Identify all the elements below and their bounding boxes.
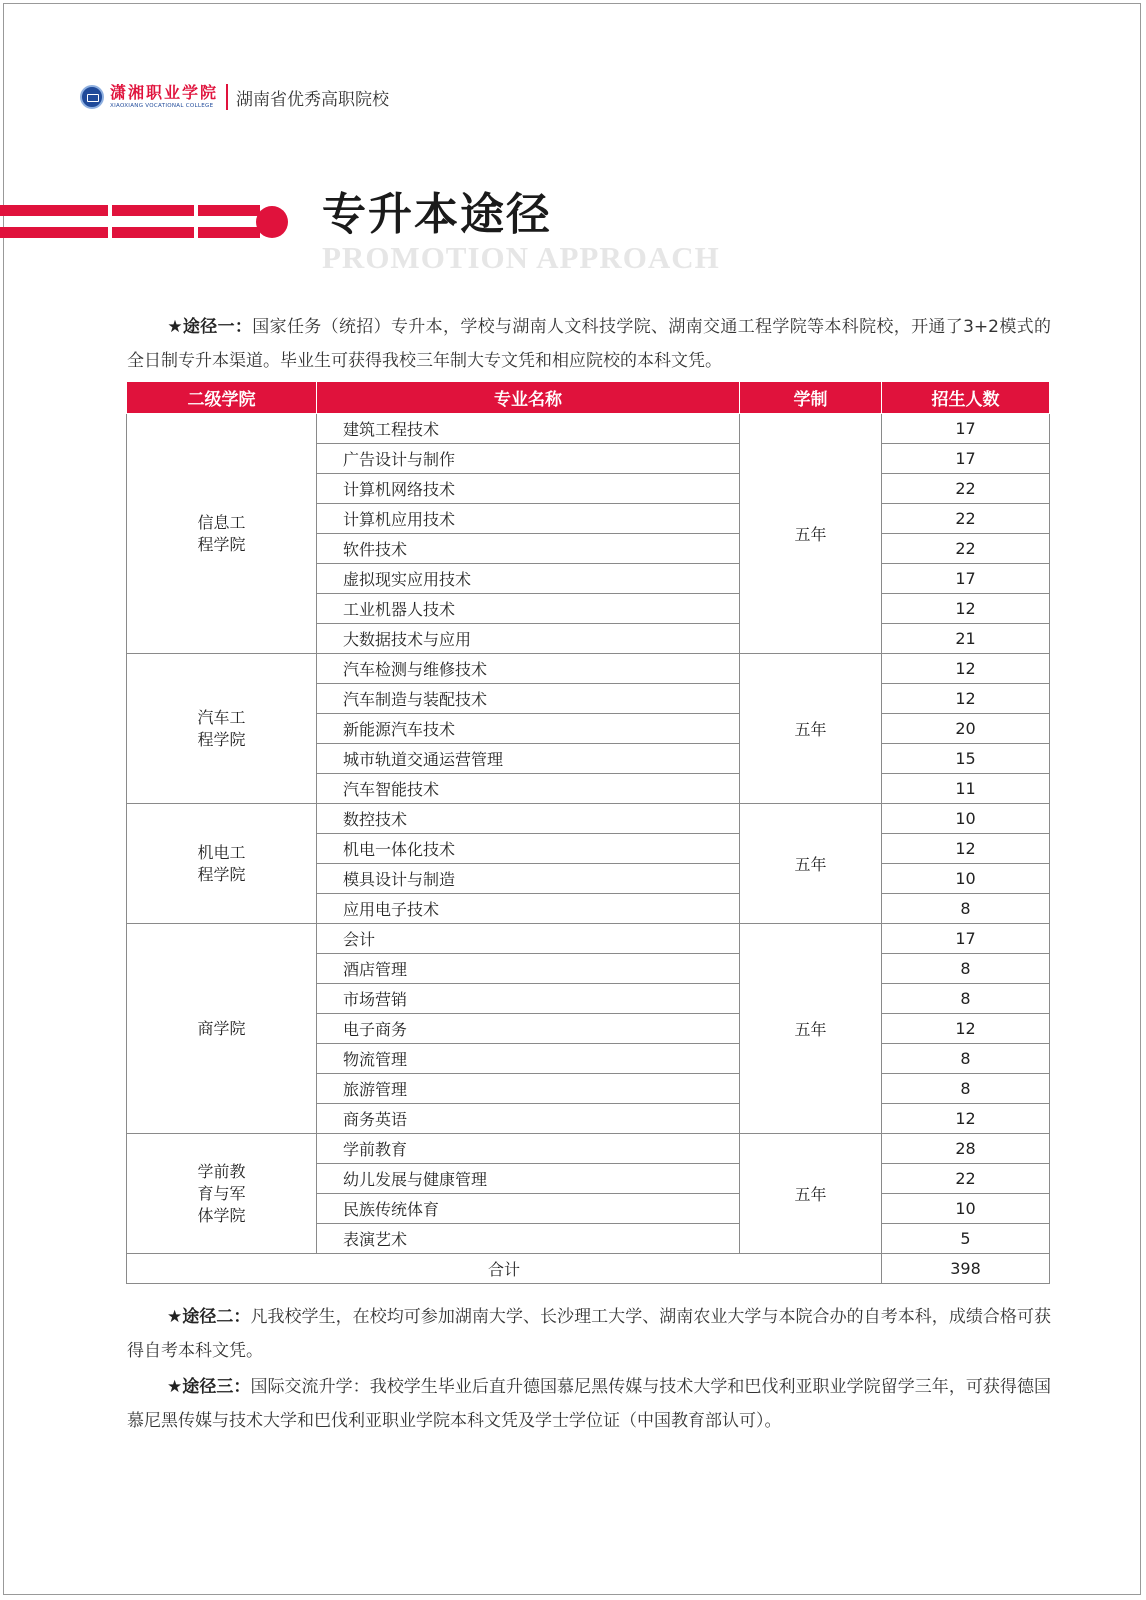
count-cell: 5 — [882, 1224, 1050, 1254]
table-row — [127, 1134, 1050, 1164]
major-cell: 新能源汽车技术 — [317, 714, 740, 744]
route-one-lead: ★途径一： — [167, 317, 253, 337]
major-cell: 幼儿发展与健康管理 — [317, 1164, 740, 1194]
route-three-lead: ★途径三： — [167, 1377, 251, 1397]
count-cell: 12 — [882, 834, 1050, 864]
count-cell: 17 — [882, 564, 1050, 594]
count-cell: 11 — [882, 774, 1050, 804]
major-cell: 民族传统体育 — [317, 1194, 740, 1224]
header-divider — [226, 84, 228, 110]
majors-table — [126, 382, 1050, 1284]
table-body — [127, 414, 1050, 1284]
section-title-en: PROMOTION APPROACH — [322, 240, 720, 275]
duration-cell: 五年 — [740, 654, 882, 804]
deco-bar — [0, 205, 108, 216]
table-row — [127, 924, 1050, 954]
major-cell: 建筑工程技术 — [317, 414, 740, 444]
major-cell: 工业机器人技术 — [317, 594, 740, 624]
college-seal-icon — [80, 85, 104, 109]
college-logo — [110, 82, 219, 110]
deco-bar — [198, 205, 260, 216]
route-three-paragraph — [127, 1370, 1051, 1438]
count-cell: 22 — [882, 504, 1050, 534]
count-cell: 21 — [882, 624, 1050, 654]
route-one-paragraph — [127, 310, 1051, 378]
duration-cell: 五年 — [740, 924, 882, 1134]
table-row-total — [127, 1254, 1050, 1284]
major-cell: 计算机网络技术 — [317, 474, 740, 504]
deco-bar — [0, 227, 108, 238]
total-value: 398 — [882, 1254, 1050, 1284]
count-cell: 12 — [882, 654, 1050, 684]
total-label: 合计 — [127, 1254, 882, 1284]
major-cell: 虚拟现实应用技术 — [317, 564, 740, 594]
count-cell: 8 — [882, 984, 1050, 1014]
major-cell: 计算机应用技术 — [317, 504, 740, 534]
deco-circle — [256, 206, 288, 238]
college-cell: 信息工 程学院 — [127, 414, 317, 654]
count-cell: 8 — [882, 954, 1050, 984]
major-cell: 机电一体化技术 — [317, 834, 740, 864]
route-two-paragraph — [127, 1300, 1051, 1368]
count-cell: 17 — [882, 414, 1050, 444]
major-cell: 广告设计与制作 — [317, 444, 740, 474]
route-two-lead: ★途径二： — [167, 1307, 251, 1327]
count-cell: 22 — [882, 1164, 1050, 1194]
route-three-text: 国际交流升学：我校学生毕业后直升德国慕尼黑传媒与技术大学和巴伐利亚职业学院留学三年，可获得德国慕尼黑传媒与技术大学和巴伐利亚职业学院本科文凭及学士学位证（中国教育部认可）。 — [127, 1377, 1051, 1431]
count-cell: 22 — [882, 474, 1050, 504]
section-title: 专升本途径 — [322, 189, 552, 240]
header-college: 二级学院 — [127, 382, 317, 414]
college-cell: 学前教 育与军 体学院 — [127, 1134, 317, 1254]
header-subtitle: 湖南省优秀高职院校 — [236, 89, 390, 110]
count-cell: 22 — [882, 534, 1050, 564]
logo-name-en: XIAOXIANG VOCATIONAL COLLEGE — [110, 102, 214, 109]
count-cell: 17 — [882, 924, 1050, 954]
table-row — [127, 414, 1050, 444]
count-cell: 12 — [882, 1104, 1050, 1134]
count-cell: 12 — [882, 684, 1050, 714]
count-cell: 28 — [882, 1134, 1050, 1164]
count-cell: 12 — [882, 1014, 1050, 1044]
major-cell: 城市轨道交通运营管理 — [317, 744, 740, 774]
count-cell: 8 — [882, 894, 1050, 924]
major-cell: 模具设计与制造 — [317, 864, 740, 894]
major-cell: 学前教育 — [317, 1134, 740, 1164]
header-count: 招生人数 — [882, 382, 1050, 414]
count-cell: 15 — [882, 744, 1050, 774]
count-cell: 12 — [882, 594, 1050, 624]
count-cell: 10 — [882, 804, 1050, 834]
duration-cell: 五年 — [740, 1134, 882, 1254]
page-header — [80, 80, 389, 114]
major-cell: 物流管理 — [317, 1044, 740, 1074]
major-cell: 表演艺术 — [317, 1224, 740, 1254]
deco-bar — [198, 227, 260, 238]
college-cell: 汽车工 程学院 — [127, 654, 317, 804]
major-cell: 市场营销 — [317, 984, 740, 1014]
major-cell: 大数据技术与应用 — [317, 624, 740, 654]
major-cell: 酒店管理 — [317, 954, 740, 984]
major-cell: 汽车制造与装配技术 — [317, 684, 740, 714]
deco-bar — [112, 227, 194, 238]
logo-name-cn: 潇湘职业学院 — [110, 82, 219, 102]
route-two-text: 凡我校学生，在校均可参加湖南大学、长沙理工大学、湖南农业大学与本院合办的自考本科，成绩合格可获得自考本科文凭。 — [127, 1307, 1051, 1361]
duration-cell: 五年 — [740, 414, 882, 654]
major-cell: 旅游管理 — [317, 1074, 740, 1104]
header-duration: 学制 — [740, 382, 882, 414]
major-cell: 商务英语 — [317, 1104, 740, 1134]
duration-cell: 五年 — [740, 804, 882, 924]
table-header-row — [127, 382, 1050, 414]
college-cell: 机电工 程学院 — [127, 804, 317, 924]
major-cell: 应用电子技术 — [317, 894, 740, 924]
count-cell: 8 — [882, 1074, 1050, 1104]
count-cell: 8 — [882, 1044, 1050, 1074]
major-cell: 汽车检测与维修技术 — [317, 654, 740, 684]
count-cell: 10 — [882, 1194, 1050, 1224]
header-major: 专业名称 — [317, 382, 740, 414]
deco-bar — [112, 205, 194, 216]
count-cell: 10 — [882, 864, 1050, 894]
major-cell: 软件技术 — [317, 534, 740, 564]
table-row — [127, 654, 1050, 684]
major-cell: 电子商务 — [317, 1014, 740, 1044]
count-cell: 20 — [882, 714, 1050, 744]
count-cell: 17 — [882, 444, 1050, 474]
major-cell: 数控技术 — [317, 804, 740, 834]
route-one-text: 国家任务（统招）专升本，学校与湖南人文科技学院、湖南交通工程学院等本科院校，开通了3+2模式的全日制专升本渠道。毕业生可获得我校三年制大专文凭和相应院校的本科文凭。 — [127, 317, 1051, 371]
table-row — [127, 804, 1050, 834]
college-cell: 商学院 — [127, 924, 317, 1134]
major-cell: 会计 — [317, 924, 740, 954]
major-cell: 汽车智能技术 — [317, 774, 740, 804]
